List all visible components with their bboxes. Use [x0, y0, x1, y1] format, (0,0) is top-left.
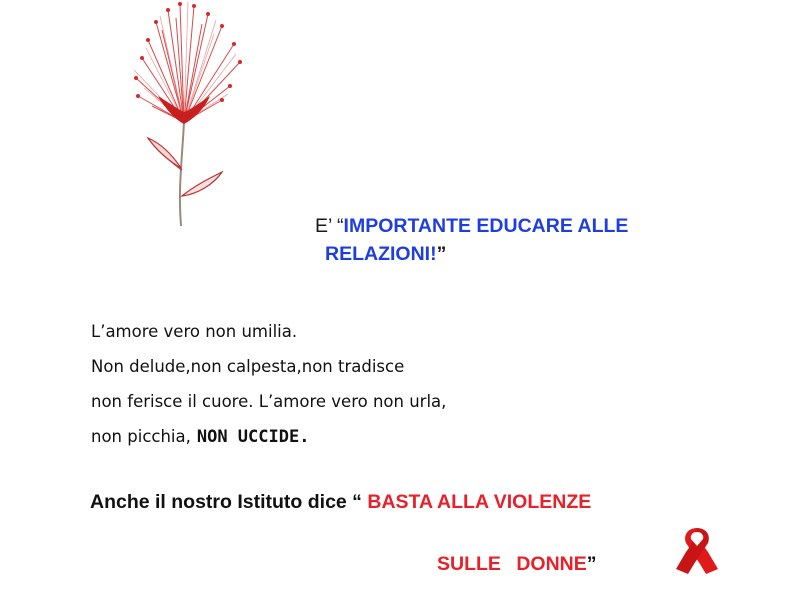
poem — [91, 314, 446, 454]
headline-lead: E’ “ — [315, 215, 344, 237]
slogan-red-2: SULLE DONNE — [437, 553, 587, 575]
headline-line2: RELAZIONI! — [325, 243, 437, 265]
slogan-intro: Anche il nostro Istituto dice “ — [90, 491, 362, 513]
slogan-close-quote: ” — [586, 553, 597, 575]
poem-line-4 — [91, 419, 446, 454]
headline — [315, 212, 755, 268]
headline-close-quote: ” — [436, 243, 447, 265]
poem-line-2: Non delude,non calpesta,non tradisce — [91, 357, 405, 376]
slogan-line-2 — [437, 553, 597, 576]
poem-line-4-text: non picchia, — [91, 427, 191, 446]
slogan-red-1: BASTA ALLA VIOLENZE — [367, 491, 592, 513]
poem-emphasis: NON UCCIDE. — [196, 427, 310, 447]
headline-line1: IMPORTANTE EDUCARE ALLE — [343, 215, 629, 237]
headline-line2-wrap — [315, 240, 755, 268]
poem-line-3: non ferisce il cuore. L’amore vero non urla, — [91, 392, 447, 411]
flower-illustration — [118, 0, 258, 228]
awareness-ribbon-icon — [670, 526, 724, 576]
slogan-line-1 — [90, 491, 591, 514]
poem-line-1: L’amore vero non umilia. — [91, 322, 298, 341]
